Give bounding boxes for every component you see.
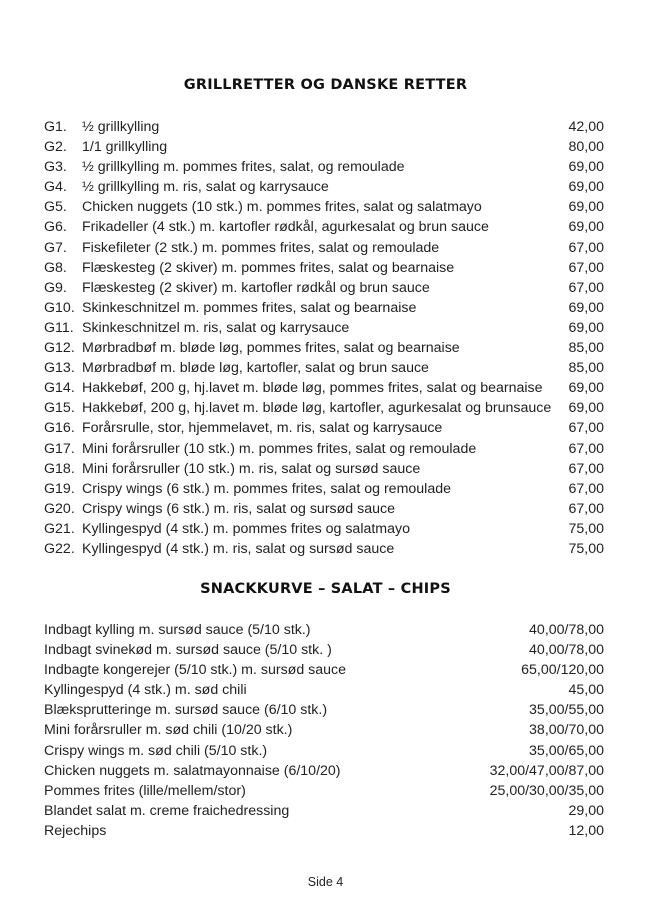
menu-item xyxy=(44,398,604,418)
item-name: Kyllingespyd (4 stk.) m. pommes frites og salatmayo xyxy=(82,520,411,537)
item-price: 69,00 xyxy=(568,179,604,196)
item-price: 12,00 xyxy=(568,822,604,839)
section-title-snack: SNACKKURVE – SALAT – CHIPS xyxy=(200,581,451,597)
menu-item xyxy=(44,459,604,479)
item-price: 69,00 xyxy=(568,299,604,316)
menu-item xyxy=(44,418,604,438)
item-price: 75,00 xyxy=(568,520,604,537)
item-name: Rejechips xyxy=(44,822,107,839)
item-price: 67,00 xyxy=(568,239,604,256)
item-price: 65,00/120,00 xyxy=(521,662,604,679)
menu-item xyxy=(44,781,604,801)
menu-item xyxy=(44,298,604,318)
item-name: Blæksprutteringe m. sursød sauce (6/10 stk.) xyxy=(44,702,328,719)
item-code: G5. xyxy=(44,199,67,216)
item-price: 80,00 xyxy=(568,139,604,156)
menu-item xyxy=(44,700,604,720)
item-price: 67,00 xyxy=(568,420,604,437)
menu-item xyxy=(44,378,604,398)
item-code: G1. xyxy=(44,119,67,135)
item-price: 67,00 xyxy=(568,460,604,477)
item-name: Kyllingespyd (4 stk.) m. sød chili xyxy=(44,682,247,699)
item-price: 69,00 xyxy=(568,400,604,417)
menu-item xyxy=(44,278,604,298)
item-name: Chicken nuggets m. salatmayonnaise (6/10/20) xyxy=(44,762,341,779)
item-code: G2. xyxy=(44,139,67,156)
item-code: G21. xyxy=(44,520,75,537)
item-code: G6. xyxy=(44,219,67,236)
item-price: 29,00 xyxy=(568,802,604,819)
menu-item xyxy=(44,499,604,519)
item-price: 45,00 xyxy=(568,682,604,699)
item-name: Chicken nuggets (10 stk.) m. pommes frites, salat og salatmayo xyxy=(82,199,482,216)
item-price: 85,00 xyxy=(568,340,604,357)
item-code: G10. xyxy=(44,299,75,316)
item-code: G22. xyxy=(44,540,75,557)
menu-item xyxy=(44,821,604,841)
menu-item xyxy=(44,238,604,258)
menu-item xyxy=(44,680,604,700)
item-name: Flæskesteg (2 skiver) m. kartofler rødkål og brun sauce xyxy=(82,279,430,296)
snack-menu-list xyxy=(44,620,604,841)
item-name: Mørbradbøf m. bløde løg, pommes frites, salat og bearnaise xyxy=(82,340,460,357)
menu-item xyxy=(44,117,604,137)
item-name: Fiskefileter (2 stk.) m. pommes frites, salat og remoulade xyxy=(82,239,440,256)
item-name: Crispy wings (6 stk.) m. ris, salat og sursød sauce xyxy=(82,500,395,517)
menu-item xyxy=(44,479,604,499)
item-price: 67,00 xyxy=(568,259,604,276)
item-name: Hakkebøf, 200 g, hj.lavet m. bløde løg, pommes frites, salat og bearnaise xyxy=(82,380,543,397)
menu-item xyxy=(44,358,604,378)
menu-item xyxy=(44,640,604,660)
item-name: Mini forårsruller m. sød chili (10/20 stk.) xyxy=(44,722,293,739)
item-code: G7. xyxy=(44,239,67,256)
item-name: Indbagt svinekød m. sursød sauce (5/10 stk. ) xyxy=(44,642,332,659)
item-price: 85,00 xyxy=(568,360,604,377)
item-code: G17. xyxy=(44,440,75,457)
item-name: Skinkeschnitzel m. ris, salat og karrysauce xyxy=(82,319,350,336)
menu-item xyxy=(44,258,604,278)
menu-item xyxy=(44,338,604,358)
item-price: 69,00 xyxy=(568,199,604,216)
item-name: 1/1 grillkylling xyxy=(82,139,168,156)
menu-item xyxy=(44,217,604,237)
item-code: G13. xyxy=(44,360,75,377)
grill-menu-list xyxy=(44,117,604,559)
item-code: G3. xyxy=(44,159,67,176)
item-name: Crispy wings (6 stk.) m. pommes frites, salat og remoulade xyxy=(82,480,451,497)
menu-item xyxy=(44,439,604,459)
item-price: 67,00 xyxy=(568,279,604,296)
item-name: ½ grillkylling xyxy=(82,119,160,135)
menu-item xyxy=(44,177,604,197)
item-price: 67,00 xyxy=(568,480,604,497)
item-price: 42,00 xyxy=(568,119,604,135)
item-name: Frikadeller (4 stk.) m. kartofler rødkål, agurkesalat og brun sauce xyxy=(82,219,489,236)
item-price: 40,00/78,00 xyxy=(529,642,604,659)
item-price: 25,00/30,00/35,00 xyxy=(489,782,604,799)
menu-item xyxy=(44,137,604,157)
item-name: Crispy wings m. sød chili (5/10 stk.) xyxy=(44,742,268,759)
menu-item xyxy=(44,660,604,680)
item-code: G15. xyxy=(44,400,75,417)
item-price: 69,00 xyxy=(568,380,604,397)
menu-item xyxy=(44,197,604,217)
item-code: G11. xyxy=(44,319,74,336)
menu-item xyxy=(44,519,604,539)
menu-item xyxy=(44,620,604,640)
item-name: Pommes frites (lille/mellem/stor) xyxy=(44,782,246,799)
item-name: Blandet salat m. creme fraichedressing xyxy=(44,802,290,819)
item-name: Skinkeschnitzel m. pommes frites, salat og bearnaise xyxy=(82,299,417,316)
item-code: G18. xyxy=(44,460,75,477)
item-name: Flæskesteg (2 skiver) m. pommes frites, salat og bearnaise xyxy=(82,259,455,276)
menu-item xyxy=(44,539,604,559)
item-price: 32,00/47,00/87,00 xyxy=(489,762,604,779)
item-code: G16. xyxy=(44,420,75,437)
item-code: G4. xyxy=(44,179,67,196)
menu-item xyxy=(44,801,604,821)
item-code: G20. xyxy=(44,500,75,517)
item-price: 69,00 xyxy=(568,319,604,336)
section-title-grill: GRILLRETTER OG DANSKE RETTER xyxy=(183,77,468,93)
item-name: Mini forårsruller (10 stk.) m. ris, salat og sursød sauce xyxy=(82,460,421,477)
page-number: Side 4 xyxy=(307,875,344,889)
item-name: Forårsrulle, stor, hjemmelavet, m. ris, salat og karrysauce xyxy=(82,420,443,437)
item-price: 75,00 xyxy=(568,540,604,557)
item-price: 40,00/78,00 xyxy=(529,622,604,638)
item-code: G12. xyxy=(44,340,75,357)
menu-item xyxy=(44,761,604,781)
item-name: Indbagte kongerejer (5/10 stk.) m. sursød sauce xyxy=(44,662,347,679)
menu-item xyxy=(44,741,604,761)
item-code: G19. xyxy=(44,480,75,497)
item-name: Mørbradbøf m. bløde løg, kartofler, salat og brun sauce xyxy=(82,360,429,377)
item-code: G8. xyxy=(44,259,67,276)
item-price: 69,00 xyxy=(568,159,604,176)
item-price: 69,00 xyxy=(568,219,604,236)
item-price: 35,00/65,00 xyxy=(529,742,604,759)
item-name: ½ grillkylling m. ris, salat og karrysauce xyxy=(82,179,329,196)
item-price: 35,00/55,00 xyxy=(529,702,604,719)
menu-item xyxy=(44,157,604,177)
item-price: 67,00 xyxy=(568,440,604,457)
item-name: Indbagt kylling m. sursød sauce (5/10 stk.) xyxy=(44,622,311,638)
menu-item xyxy=(44,720,604,740)
item-code: G14. xyxy=(44,380,75,397)
item-price: 38,00/70,00 xyxy=(529,722,604,739)
item-name: Kyllingespyd (4 stk.) m. ris, salat og sursød sauce xyxy=(82,540,395,557)
menu-item xyxy=(44,318,604,338)
item-name: Mini forårsruller (10 stk.) m. pommes frites, salat og remoulade xyxy=(82,440,477,457)
item-name: Hakkebøf, 200 g, hj.lavet m. bløde løg, kartofler, agurkesalat og brunsauce xyxy=(82,400,552,417)
item-code: G9. xyxy=(44,279,67,296)
item-price: 67,00 xyxy=(568,500,604,517)
item-name: ½ grillkylling m. pommes frites, salat, og remoulade xyxy=(82,159,405,176)
